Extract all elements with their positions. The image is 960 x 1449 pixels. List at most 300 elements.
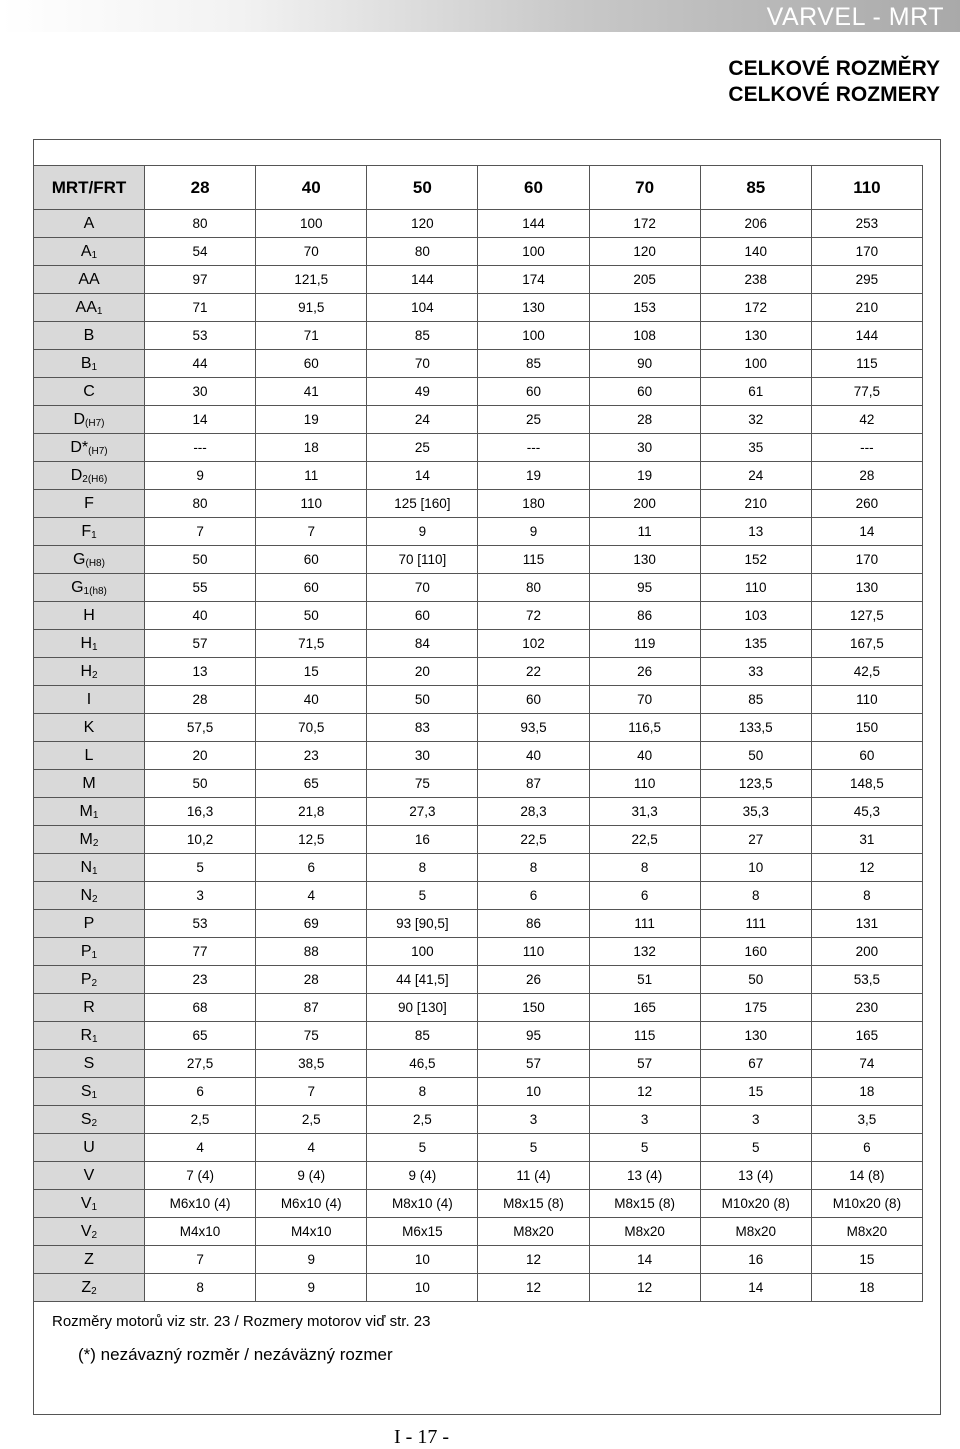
table-cell: 13 (145, 658, 256, 686)
table-row (34, 1218, 923, 1246)
table-cell: M10x20 (8) (811, 1190, 922, 1218)
table-cell: 90 [130] (367, 994, 478, 1022)
table-cell: 11 (589, 518, 700, 546)
table-cell: M8x15 (8) (589, 1190, 700, 1218)
table-cell: 49 (367, 378, 478, 406)
table-cell: 9 (478, 518, 589, 546)
table-row (34, 378, 923, 406)
row-label-main: S (80, 1082, 92, 1100)
table-cell: 6 (145, 1078, 256, 1106)
table-cell: 77,5 (811, 378, 922, 406)
row-label (34, 378, 145, 406)
row-label-subscript: (H8) (85, 557, 105, 569)
row-label-main: H (83, 606, 95, 624)
table-cell: 7 (145, 518, 256, 546)
table-body (34, 210, 923, 1302)
row-label (34, 1106, 145, 1134)
table-cell: 87 (256, 994, 367, 1022)
table-cell: 24 (700, 462, 811, 490)
table-row (34, 434, 923, 462)
table-cell: 144 (478, 210, 589, 238)
table-cell: 6 (589, 882, 700, 910)
table-row (34, 1190, 923, 1218)
table-cell: 12 (478, 1246, 589, 1274)
row-label (34, 238, 145, 266)
table-cell: 18 (256, 434, 367, 462)
table-cell: 53,5 (811, 966, 922, 994)
row-label-main: S (83, 1054, 95, 1072)
row-label (34, 966, 145, 994)
row-label (34, 686, 145, 714)
row-label-subscript: 1 (92, 809, 99, 821)
table-cell: 86 (478, 910, 589, 938)
row-label-main: G (71, 578, 84, 596)
table-cell: 85 (478, 350, 589, 378)
table-cell: 200 (589, 490, 700, 518)
table-cell: 14 (811, 518, 922, 546)
table-cell: 8 (367, 854, 478, 882)
row-label (34, 1162, 145, 1190)
row-label-subscript: 1 (91, 249, 98, 261)
table-cell: 12 (589, 1078, 700, 1106)
table-cell: 110 (478, 938, 589, 966)
table-cell: 85 (367, 322, 478, 350)
table-cell: 4 (256, 882, 367, 910)
row-label (34, 1134, 145, 1162)
row-label-subscript: 1 (92, 1033, 98, 1045)
table-cell: 150 (478, 994, 589, 1022)
table-cell: 77 (145, 938, 256, 966)
row-label (34, 882, 145, 910)
row-label (34, 826, 145, 854)
row-label (34, 630, 145, 658)
table-corner-header: MRT/FRT (34, 166, 145, 210)
table-cell: 26 (478, 966, 589, 994)
table-cell: 44 [41,5] (367, 966, 478, 994)
table-cell: 35,3 (700, 798, 811, 826)
table-cell: 70 [110] (367, 546, 478, 574)
table-cell: 100 (256, 210, 367, 238)
row-label-main: I (86, 690, 92, 708)
row-label-main: B (83, 326, 95, 344)
table-cell: 14 (8) (811, 1162, 922, 1190)
table-cell: 88 (256, 938, 367, 966)
row-label-main: M (79, 830, 93, 848)
dimensions-table (33, 165, 923, 1302)
table-cell: 3 (145, 882, 256, 910)
row-label-main: V (80, 1194, 92, 1212)
table-row (34, 658, 923, 686)
row-label-main: R (83, 998, 95, 1016)
table-cell: 5 (367, 882, 478, 910)
table-cell: 71 (145, 294, 256, 322)
table-cell: 180 (478, 490, 589, 518)
table-cell: --- (478, 434, 589, 462)
row-label-subscript: 2 (91, 1117, 98, 1129)
table-row (34, 1022, 923, 1050)
table-cell: 144 (811, 322, 922, 350)
table-cell: 87 (478, 770, 589, 798)
table-cell: 135 (700, 630, 811, 658)
row-label-subscript: (H7) (88, 445, 108, 457)
table-cell: 50 (700, 966, 811, 994)
table-cell: 12 (589, 1274, 700, 1302)
table-row (34, 210, 923, 238)
table-row (34, 854, 923, 882)
table-cell: 115 (811, 350, 922, 378)
table-cell: 210 (811, 294, 922, 322)
table-cell: 253 (811, 210, 922, 238)
table-cell: 60 (589, 378, 700, 406)
table-row (34, 546, 923, 574)
table-cell: 11 (256, 462, 367, 490)
table-cell: 123,5 (700, 770, 811, 798)
table-row (34, 266, 923, 294)
row-label (34, 854, 145, 882)
table-cell: 60 (478, 378, 589, 406)
table-cell: M8x20 (589, 1218, 700, 1246)
table-cell: 50 (256, 602, 367, 630)
row-label-subscript: (H7) (85, 417, 105, 429)
table-cell: 295 (811, 266, 922, 294)
row-label-subscript: 1 (91, 1089, 98, 1101)
table-cell: 14 (700, 1274, 811, 1302)
column-header: 110 (811, 166, 922, 210)
table-row (34, 1162, 923, 1190)
row-label-main: D* (70, 438, 89, 456)
table-cell: 165 (811, 1022, 922, 1050)
table-cell: 2,5 (256, 1106, 367, 1134)
table-cell: M6x10 (4) (256, 1190, 367, 1218)
table-cell: 20 (145, 742, 256, 770)
table-cell: 260 (811, 490, 922, 518)
table-cell: 93,5 (478, 714, 589, 742)
table-cell: 140 (700, 238, 811, 266)
row-label (34, 294, 145, 322)
table-cell: 22,5 (589, 826, 700, 854)
table-row (34, 742, 923, 770)
row-label-main: U (83, 1138, 95, 1156)
table-row (34, 1078, 923, 1106)
row-label-subscript: 1 (96, 305, 103, 317)
table-cell: 60 (367, 602, 478, 630)
table-cell: 60 (256, 546, 367, 574)
table-cell: M4x10 (256, 1218, 367, 1246)
table-cell: 8 (367, 1078, 478, 1106)
table-cell: 5 (145, 854, 256, 882)
table-cell: 75 (256, 1022, 367, 1050)
table-cell: 121,5 (256, 266, 367, 294)
table-row (34, 714, 923, 742)
row-label (34, 602, 145, 630)
table-cell: M8x20 (700, 1218, 811, 1246)
table-cell: 111 (589, 910, 700, 938)
table-cell: 26 (589, 658, 700, 686)
row-label (34, 938, 145, 966)
row-label-main: Z (84, 1250, 94, 1268)
table-cell: 205 (589, 266, 700, 294)
table-row (34, 882, 923, 910)
table-cell: 206 (700, 210, 811, 238)
column-header: 70 (589, 166, 700, 210)
table-cell: 57 (478, 1050, 589, 1078)
row-label-main: P (83, 914, 95, 932)
row-label-main: F (84, 494, 94, 512)
table-cell: 4 (256, 1134, 367, 1162)
row-label-main: V (80, 1222, 92, 1240)
table-cell: 40 (145, 602, 256, 630)
table-header-row (34, 166, 923, 210)
table-cell: 91,5 (256, 294, 367, 322)
table-cell: 10 (700, 854, 811, 882)
table-cell: 28 (145, 686, 256, 714)
table-cell: 6 (256, 854, 367, 882)
table-cell: 2,5 (367, 1106, 478, 1134)
row-label (34, 350, 145, 378)
column-header: 28 (145, 166, 256, 210)
row-label (34, 1190, 145, 1218)
table-cell: 16 (367, 826, 478, 854)
row-label-main: C (83, 382, 95, 400)
table-cell: 110 (700, 574, 811, 602)
table-row (34, 798, 923, 826)
table-cell: 7 (4) (145, 1162, 256, 1190)
row-label-subscript: 2(H6) (82, 473, 108, 485)
row-label-main: Z (81, 1278, 92, 1296)
table-row (34, 910, 923, 938)
table-cell: 10,2 (145, 826, 256, 854)
row-label-main: M (82, 774, 96, 792)
title-banner (0, 0, 960, 32)
table-row (34, 1050, 923, 1078)
table-cell: 55 (145, 574, 256, 602)
table-cell: 22 (478, 658, 589, 686)
row-label-main: AA (78, 270, 100, 288)
table-cell: 40 (589, 742, 700, 770)
table-cell: 174 (478, 266, 589, 294)
table-cell: 50 (145, 770, 256, 798)
table-cell: 16,3 (145, 798, 256, 826)
table-cell: 27,3 (367, 798, 478, 826)
heading-czech: CELKOVÉ ROZMĚRY (728, 57, 940, 80)
table-cell: 6 (478, 882, 589, 910)
row-label (34, 406, 145, 434)
table-cell: 103 (700, 602, 811, 630)
row-label-main: D (73, 410, 86, 428)
table-cell: 9 (256, 1274, 367, 1302)
table-cell: 3 (589, 1106, 700, 1134)
table-cell: 20 (367, 658, 478, 686)
page-number: I - 17 - (394, 1426, 449, 1448)
table-cell: 50 (367, 686, 478, 714)
row-label-main: F (81, 522, 92, 540)
row-label-main: D (70, 466, 83, 484)
table-cell: 125 [160] (367, 490, 478, 518)
table-cell: 12 (811, 854, 922, 882)
row-label (34, 210, 145, 238)
table-cell: 95 (589, 574, 700, 602)
table-cell: 110 (256, 490, 367, 518)
row-label (34, 742, 145, 770)
row-label-main: H (80, 634, 92, 652)
row-label-main: L (84, 746, 94, 764)
table-cell: 97 (145, 266, 256, 294)
row-label (34, 574, 145, 602)
row-label (34, 1274, 145, 1302)
table-cell: 9 (4) (256, 1162, 367, 1190)
row-label-main: N (80, 858, 92, 876)
table-cell: 210 (700, 490, 811, 518)
table-cell: 50 (700, 742, 811, 770)
table-cell: 175 (700, 994, 811, 1022)
table-cell: 60 (811, 742, 922, 770)
table-cell: 70,5 (256, 714, 367, 742)
table-cell: 33 (700, 658, 811, 686)
table-cell: --- (145, 434, 256, 462)
table-cell: 54 (145, 238, 256, 266)
table-cell: 15 (811, 1246, 922, 1274)
table-cell: 5 (700, 1134, 811, 1162)
table-cell: 9 (367, 518, 478, 546)
row-label-main: V (83, 1166, 95, 1184)
table-cell: 10 (478, 1078, 589, 1106)
column-header: 50 (367, 166, 478, 210)
row-label (34, 1050, 145, 1078)
table-row (34, 938, 923, 966)
table-cell: 15 (256, 658, 367, 686)
table-row (34, 1106, 923, 1134)
table-cell: 16 (700, 1246, 811, 1274)
table-row (34, 1246, 923, 1274)
table-cell: 200 (811, 938, 922, 966)
row-label-subscript: 2 (92, 837, 99, 849)
row-label-subscript: 1(h8) (83, 585, 107, 597)
table-row (34, 238, 923, 266)
table-cell: 8 (700, 882, 811, 910)
table-cell: 100 (478, 238, 589, 266)
table-cell: 19 (256, 406, 367, 434)
table-row (34, 994, 923, 1022)
table-cell: 170 (811, 546, 922, 574)
table-row (34, 518, 923, 546)
table-cell: 80 (145, 490, 256, 518)
row-label (34, 658, 145, 686)
table-cell: 50 (145, 546, 256, 574)
row-label (34, 910, 145, 938)
table-cell: 115 (589, 1022, 700, 1050)
table-cell: 130 (700, 1022, 811, 1050)
table-cell: 68 (145, 994, 256, 1022)
table-cell: 104 (367, 294, 478, 322)
row-label-subscript: 2 (92, 893, 98, 905)
table-cell: 8 (811, 882, 922, 910)
table-cell: 150 (811, 714, 922, 742)
table-cell: 74 (811, 1050, 922, 1078)
table-cell: 110 (811, 686, 922, 714)
table-cell: 30 (145, 378, 256, 406)
table-cell: 102 (478, 630, 589, 658)
table-cell: 75 (367, 770, 478, 798)
row-label-main: M (79, 802, 93, 820)
table-cell: 51 (589, 966, 700, 994)
table-cell: 46,5 (367, 1050, 478, 1078)
row-label-main: N (80, 886, 92, 904)
table-cell: 28 (589, 406, 700, 434)
table-cell: 7 (256, 1078, 367, 1106)
table-cell: 71 (256, 322, 367, 350)
table-cell: 84 (367, 630, 478, 658)
row-label (34, 462, 145, 490)
table-cell: 13 (4) (589, 1162, 700, 1190)
table-cell: 65 (145, 1022, 256, 1050)
table-row (34, 294, 923, 322)
table-cell: 30 (367, 742, 478, 770)
table-cell: 53 (145, 322, 256, 350)
table-cell: 115 (478, 546, 589, 574)
table-cell: M6x10 (4) (145, 1190, 256, 1218)
table-cell: 19 (478, 462, 589, 490)
table-cell: M8x10 (4) (367, 1190, 478, 1218)
table-cell: 172 (700, 294, 811, 322)
table-cell: 31 (811, 826, 922, 854)
table-cell: 10 (367, 1274, 478, 1302)
heading-slovak: CELKOVÉ ROZMERY (728, 83, 940, 106)
table-cell: 110 (589, 770, 700, 798)
table-cell: 132 (589, 938, 700, 966)
non-binding-note: (*) nezávazný rozměr / nezáväzný rozmer (78, 1345, 393, 1364)
table-cell: 13 (700, 518, 811, 546)
row-label-main: A (83, 214, 95, 232)
banner-title: VARVEL - MRT (766, 3, 944, 31)
table-cell: 120 (367, 210, 478, 238)
table-cell: 35 (700, 434, 811, 462)
table-cell: 28 (811, 462, 922, 490)
table-cell: 170 (811, 238, 922, 266)
table-cell: 95 (478, 1022, 589, 1050)
table-cell: 238 (700, 266, 811, 294)
table-cell: 53 (145, 910, 256, 938)
table-cell: 100 (700, 350, 811, 378)
table-cell: 10 (367, 1246, 478, 1274)
table-cell: 3 (700, 1106, 811, 1134)
table-cell: 21,8 (256, 798, 367, 826)
table-cell: 18 (811, 1274, 922, 1302)
table-cell: 65 (256, 770, 367, 798)
table-cell: 100 (478, 322, 589, 350)
table-cell: 8 (145, 1274, 256, 1302)
table-cell: 5 (367, 1134, 478, 1162)
table-cell: 15 (700, 1078, 811, 1106)
table-row (34, 1134, 923, 1162)
table-cell: 19 (589, 462, 700, 490)
table-cell: 40 (256, 686, 367, 714)
column-header: 60 (478, 166, 589, 210)
table-cell: 14 (367, 462, 478, 490)
table-cell: 40 (478, 742, 589, 770)
table-cell: M8x20 (811, 1218, 922, 1246)
table-cell: 42 (811, 406, 922, 434)
row-label-subscript: 2 (91, 1285, 97, 1297)
row-label (34, 1078, 145, 1106)
table-cell: 85 (700, 686, 811, 714)
row-label (34, 1022, 145, 1050)
table-cell: 83 (367, 714, 478, 742)
table-cell: 8 (589, 854, 700, 882)
table-cell: 28 (256, 966, 367, 994)
table-cell: 70 (367, 350, 478, 378)
row-label (34, 322, 145, 350)
table-cell: 11 (4) (478, 1162, 589, 1190)
